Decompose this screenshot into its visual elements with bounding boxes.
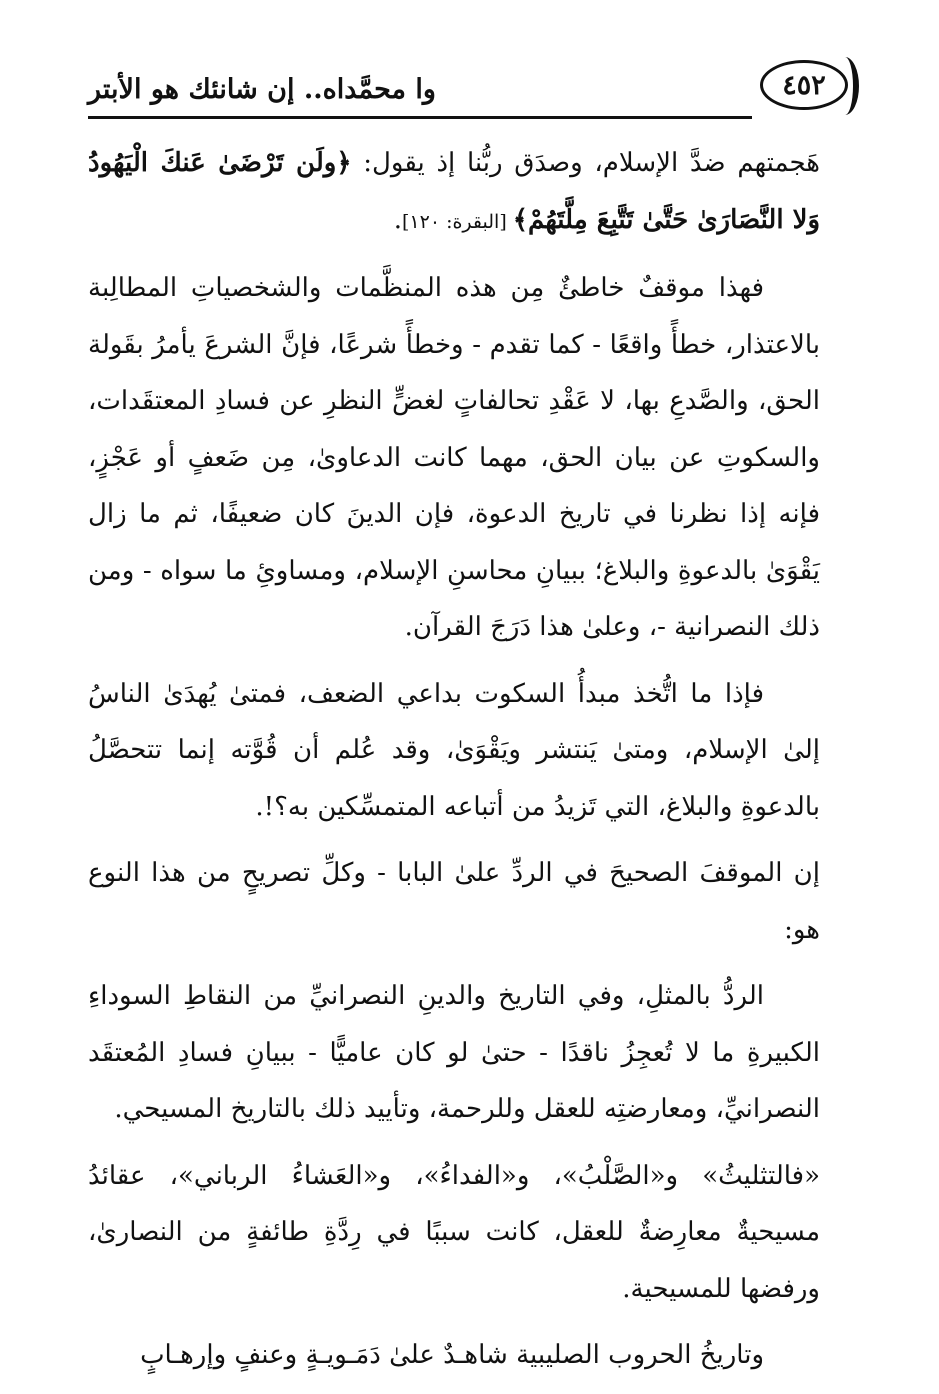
paragraph-7: وتاريخُ الحروب الصليبية شاهـدٌ علىٰ دَمَـويـةٍ وعنفٍ وإرهـابٍ	[140, 1340, 764, 1370]
paragraph-3: فإذا ما اتُّخذ مبدأُ السكوت بداعي الضعف، فمتىٰ يُهدَىٰ الناسُ إلىٰ الإسلام، ومتىٰ يَنتشر ويَقْوَىٰ، وقد عُلم أن قُوَّته إنما تتحصَّلُ بالدعوةِ والبلاغ، التي تَزيدُ من أتباعه المتمسِّكين به؟!.	[88, 678, 820, 822]
page-number-badge: ٤٥٢	[760, 60, 848, 110]
paragraph-6: «فالتثليثُ» و«الصَّلْبُ»، و«الفداءُ»، و«العَشاءُ الرباني»، عقائدُ مسيحيةٌ معارِضةٌ للعقل، كانت سببًا في رِدَّةِ طائفةٍ من النصارىٰ، ورفضها للمسيحية.	[88, 1160, 820, 1304]
page-body	[88, 135, 820, 1394]
header-rule	[88, 116, 752, 119]
verse-reference: [البقرة: ١٢٠]	[401, 210, 513, 233]
paragraph-1-end: .	[393, 204, 402, 235]
quran-verse: ﴿ولَن تَرْضَىٰ عَنكَ الْيَهُودُ وَلا النَّصَارَىٰ حَتَّىٰ تَتَّبِعَ مِلَّتَهُمْ﴾	[88, 148, 820, 235]
running-title: وا محمَّداه.. إن شانئك هو الأبتر	[88, 74, 436, 105]
paragraph-1	[88, 135, 820, 250]
paragraph-4: إن الموقفَ الصحيحَ في الردِّ علىٰ البابا - وكلِّ تصريحٍ من هذا النوع هو:	[88, 858, 820, 945]
paragraph-2: فهذا موقفٌ خاطئٌ مِن هذه المنظَّمات والشخصياتِ المطالِبة بالاعتذار، خطأً واقعًا - كما تقدم - وخطأً شرعًا، فإنَّ الشرعَ يأمرُ بقَولة الحق، والصَّدعِ بها، لا عَقْدِ تحالفاتٍ لغضٍّ النظرِ عن فسادِ المعتقَدات، والسكوتِ عن بيان الحق، مهما كانت الدعاوىٰ، مِن ضَعفٍ أو عَجْزٍ، فإنه إذا نظرنا في تاريخ الدعوة، فإن الدينَ كان ضعيفًا، ثم ما زال يَقْوَىٰ بالدعوةِ والبلاغ؛ ببيانِ محاسنِ الإسلام، ومساوئِ ما سواه - ومن ذلك النصرانية -، وعلىٰ هذا دَرَجَ القرآن.	[88, 273, 820, 642]
paragraph-5: الردُّ بالمثلِ، وفي التاريخ والدينِ النصرانيِّ من النقاطِ السوداءِ الكبيرةِ ما لا تُعجِزُ ناقدًا - حتىٰ لو كان عاميًّا - ببيانِ فسادِ المُعتقَد النصرانيِّ، ومعارضتِه للعقل وللرحمة، وتأييد ذلك بالتاريخ المسيحي.	[88, 981, 820, 1124]
paragraph-1-text: هَجمتهم ضدَّ الإسلام، وصدَق ربُّنا إذ يقول:	[351, 148, 820, 178]
page-header	[88, 52, 848, 128]
